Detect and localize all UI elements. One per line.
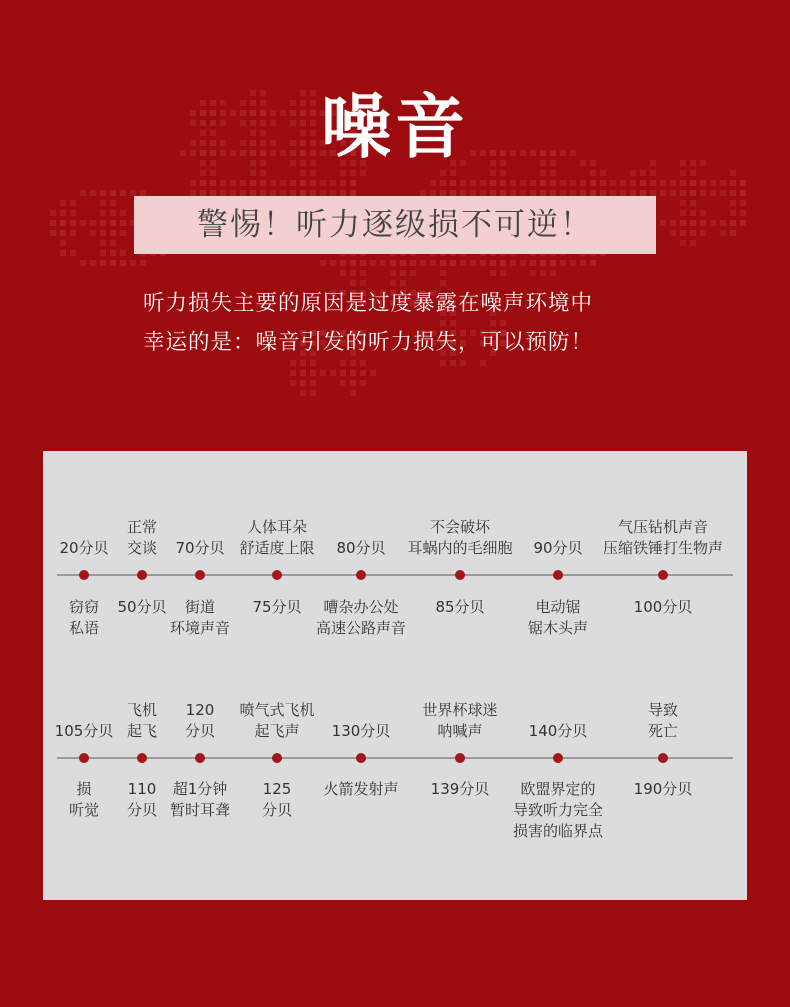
timeline-label-below: 电动锯 锯木头声 (527, 598, 589, 637)
timeline-label-above: 70分贝 (175, 539, 225, 557)
timeline-label-above: 人体耳朵 舒适度上限 (239, 518, 315, 557)
timeline-marker (455, 753, 465, 763)
timeline-label-above: 喷气式飞机 起飞声 (239, 701, 315, 740)
timeline-label-below: 欧盟界定的 导致听力完全 损害的临界点 (512, 780, 604, 840)
timeline-label-below: 139分贝 (430, 780, 490, 798)
timeline-label-above: 105分贝 (54, 722, 114, 740)
timeline-label-below: 190分贝 (633, 780, 693, 798)
timeline-marker (658, 570, 668, 580)
timeline-label-above: 140分贝 (528, 722, 588, 740)
timeline-label-below: 125 分贝 (261, 780, 293, 819)
timeline-label-below: 超1分钟 暂时耳聋 (169, 780, 231, 819)
intro-line: 听力损失主要的原因是过度暴露在噪声环境中 (143, 291, 594, 316)
timeline-label-above: 120 分贝 (184, 701, 216, 740)
timeline-label-above: 世界杯球迷 呐喊声 (422, 701, 498, 740)
timeline-label-above: 不会破坏 耳蜗内的毛细胞 (407, 518, 513, 557)
timeline-label-above: 导致 死亡 (647, 701, 679, 740)
timeline-marker (272, 753, 282, 763)
timeline-marker (658, 753, 668, 763)
timeline-label-below: 窃窃 私语 (68, 598, 100, 637)
timeline-marker (79, 753, 89, 763)
intro-line: 幸运的是：噪音引发的听力损失，可以预防！ (143, 330, 594, 355)
timeline-label-above: 130分贝 (331, 722, 391, 740)
noise-level-panel (43, 451, 747, 900)
timeline-label-above: 飞机 起飞 (126, 701, 158, 740)
timeline-label-below: 50分贝 (117, 598, 167, 616)
timeline-marker (455, 570, 465, 580)
timeline-label-above: 气压钻机声音 压缩铁锤打生物声 (602, 518, 724, 557)
timeline-marker (553, 570, 563, 580)
timeline-marker (356, 570, 366, 580)
timeline-label-below: 火箭发射声 (323, 780, 399, 798)
timeline-marker (137, 753, 147, 763)
timeline-marker (553, 753, 563, 763)
timeline-marker (356, 753, 366, 763)
timeline-label-below: 损 听觉 (68, 780, 100, 819)
timeline-marker (195, 753, 205, 763)
timeline-label-above: 正常 交谈 (126, 518, 158, 557)
intro-text (143, 284, 593, 362)
timeline-label-above: 20分贝 (59, 539, 109, 557)
timeline-label-below: 85分贝 (435, 598, 485, 616)
timeline-label-below: 街道 环境声音 (169, 598, 231, 637)
timeline-marker (272, 570, 282, 580)
timeline-marker (195, 570, 205, 580)
warning-banner: 警惕！听力逐级损不可逆！ (134, 196, 656, 254)
timeline-marker (137, 570, 147, 580)
timeline-label-below: 75分贝 (252, 598, 302, 616)
timeline-track-row1 (57, 574, 733, 576)
timeline-label-below: 嘈杂办公处 高速公路声音 (315, 598, 407, 637)
timeline-label-below: 110 分贝 (126, 780, 158, 819)
timeline-track-row2 (57, 757, 733, 759)
timeline-label-below: 100分贝 (633, 598, 693, 616)
timeline-label-above: 90分贝 (533, 539, 583, 557)
page-title: 噪音 (321, 86, 469, 168)
timeline-marker (79, 570, 89, 580)
timeline-label-above: 80分贝 (336, 539, 386, 557)
